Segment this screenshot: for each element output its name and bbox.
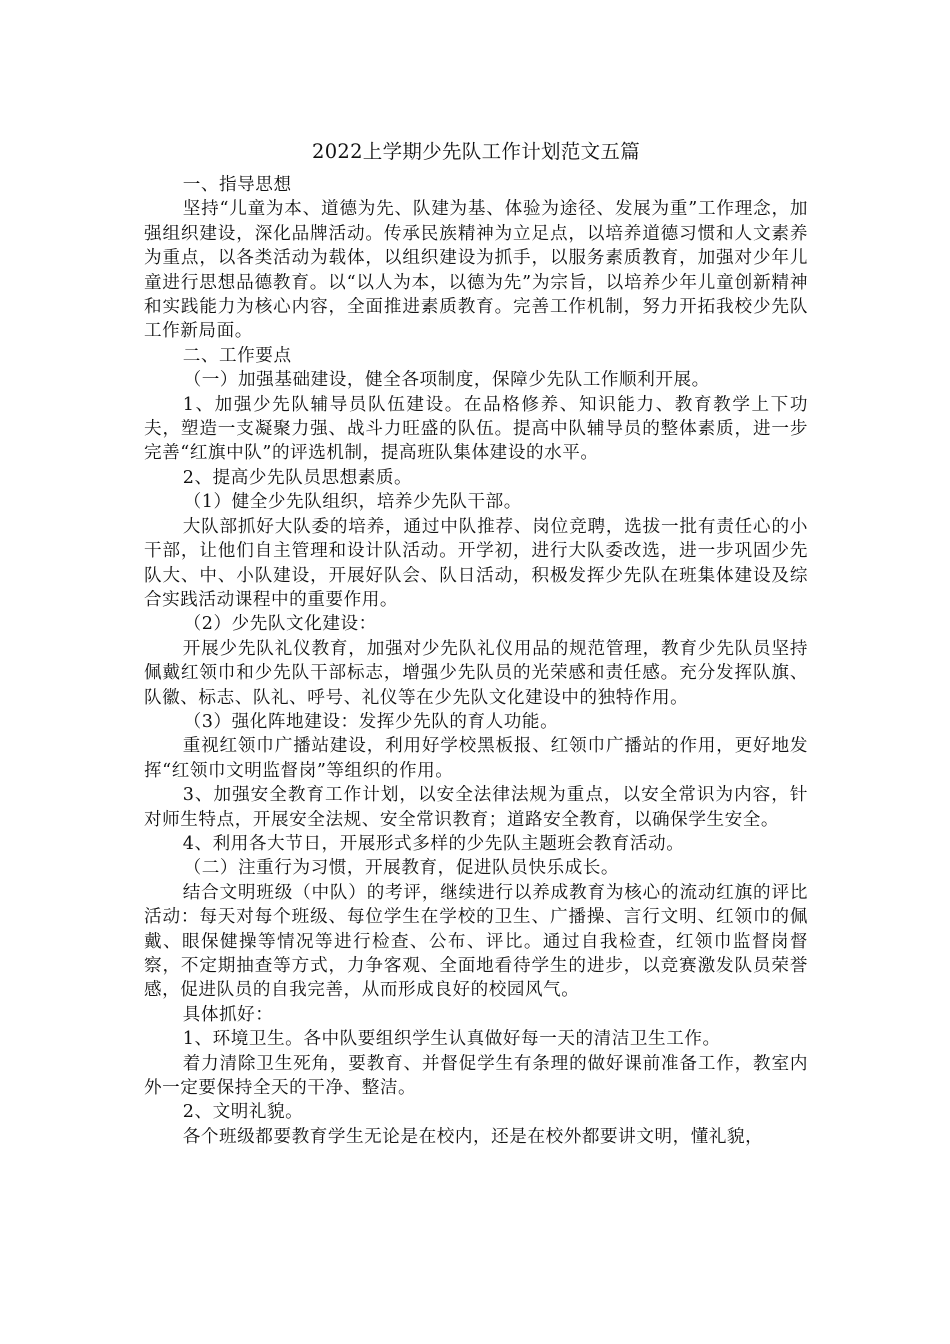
paragraph-clean-corners: 着力清除卫生死角，要教育、并督促学生有条理的做好课前准备工作，教室内外一定要保持全天的干净、整洁。: [144, 1053, 808, 1099]
subheading-organization: （1）健全少先队组织，培养少先队干部。: [183, 492, 522, 513]
paragraph-brigade-committee: 大队部抓好大队委的培养，通过中队推荐、岗位竞聘，选拔一批有责任心的小干部，让他们自主管理和设计队活动。开学初，进行大队委改选，进一步巩固少先队大、中、小队建设，开展好队会、队日活动，积极发挥少先队在班集体建设及综合实践活动课程中的重要作用。: [144, 516, 808, 610]
section-heading-guiding-ideology: 一、指导思想: [182, 175, 292, 195]
document-title: 2022上学期少先队工作计划范文五篇: [311, 140, 641, 163]
document-body: [144, 138, 808, 1149]
paragraph-safety-education: 3、加强安全教育工作计划，以安全法律法规为重点，以安全常识为内容，针对师生特点，开展安全法规、安全常识教育；道路安全教育，以确保学生安全。: [144, 785, 808, 830]
paragraph-guiding-ideology: 坚持“儿童为本、道德为先、队建为基、体验为途径、发展为重”工作理念，加强组织建设，深化品牌活动。传承民族精神为立足点，以培养道德习惯和人文素养为重点，以各类活动为载体，以组织建设为抓手，以服务素质教育，加强对少年儿童进行思想品德教育。以“以人为本，以德为先”为宗旨，以培养少年儿童创新精神和实践能力为核心内容，全面推进素质教育。完善工作机制，努力开拓我校少先队工作新局面。: [144, 199, 808, 342]
section-heading-work-points: 二、工作要点: [182, 345, 292, 366]
paragraph-etiquette: 开展少先队礼仪教育，加强对少先队礼仪用品的规范管理，教育少先队员坚持佩戴红领巾和少先队干部标志，增强少先队员的光荣感和责任感。充分发挥队旗、队徽、标志、队礼、呼号、礼仪等在少先队文化建设中的独特作用。: [144, 638, 808, 708]
paragraph-festivals: 4、利用各大节日，开展形式多样的少先队主题班会教育活动。: [182, 833, 685, 854]
subheading-culture: （2）少先队文化建设：: [183, 614, 377, 635]
paragraph-class-courtesy: 各个班级都要教育学生无论是在校内，还是在校外都要讲文明，懂礼貌，: [182, 1126, 764, 1147]
paragraph-member-quality: 2、提高少先队员思想素质。: [182, 467, 413, 488]
paragraph-counselor-team: 1、加强少先队辅导员队伍建设。在品格修养、知识能力、教育教学上下功夫，塑造一支凝聚力强、战斗力旺盛的队伍。提高中队辅导员的整体素质，进一步完善“红旗中队”的评选机制，提高班队集体建设的水平。: [144, 394, 808, 464]
paragraph-broadcast-station: 重视红领巾广播站建设，利用好学校黑板报、红领巾广播站的作用，更好地发挥“红领巾文明监督岗”等组织的作用。: [144, 736, 808, 781]
paragraph-civilized-class: 结合文明班级（中队）的考评，继续进行以养成教育为核心的流动红旗的评比活动：每天对每个班级、每位学生在学校的卫生、广播操、言行文明、红领巾的佩戴、眼保健操等情况等进行检查、公布、评比。通过自我检查，红领巾监督岗督察，不定期抽查等方式，力争客观、全面地看待学生的进步，以竞赛激发队员荣誉感，促进队员的自我完善，从而形成良好的校园风气。: [144, 882, 808, 1001]
subheading-position-building: （3）强化阵地建设：发挥少先队的育人功能。: [183, 711, 559, 732]
paragraph-specific-tasks: 具体抓好：: [182, 1004, 274, 1025]
subheading-behavior-habits: （二）注重行为习惯，开展教育，促进队员快乐成长。: [183, 858, 620, 879]
paragraph-environment-hygiene: 1、环境卫生。各中队要组织学生认真做好每一天的清洁卫生工作。: [182, 1029, 721, 1050]
subheading-basic-construction: （一）加强基础建设，健全各项制度，保障少先队工作顺利开展。: [183, 370, 710, 391]
paragraph-courtesy: 2、文明礼貌。: [182, 1102, 304, 1123]
